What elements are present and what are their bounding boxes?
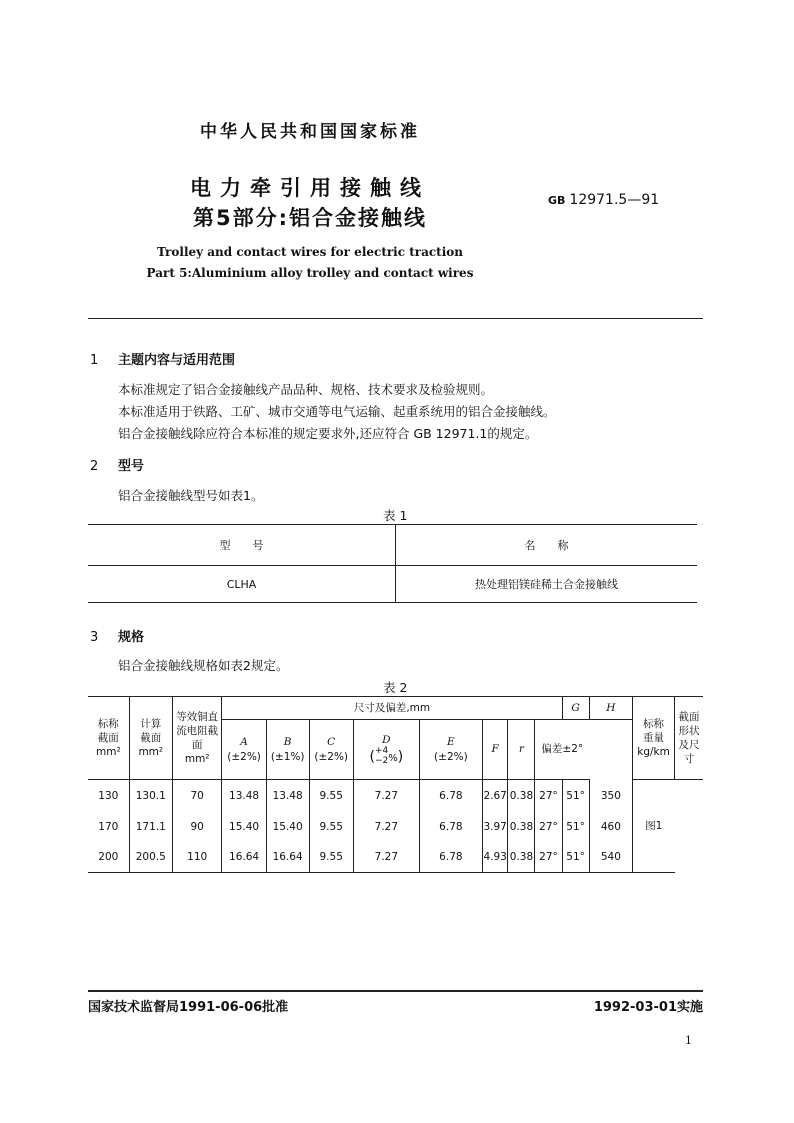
cell-shape-ref: 图1 — [633, 780, 675, 873]
cell-G: 27° — [535, 842, 562, 873]
cell-B: 15.40 — [266, 812, 309, 842]
shape-label: 截面形状及尺寸 — [678, 710, 700, 766]
approval-date: 国家技术监督局1991-06-06批准 — [88, 1000, 289, 1015]
section-2-para: 铝合金接触线型号如表1。 — [118, 488, 264, 503]
table-2-header-C — [309, 720, 353, 780]
cell-nominal: 170 — [88, 812, 129, 842]
nominal-label: 标称截面 — [97, 717, 119, 744]
cell-calc: 130.1 — [129, 780, 172, 813]
cell-H: 51° — [562, 780, 589, 813]
section-1-para-3: 铝合金接触线除应符合本标准的规定要求外,还应符合 GB 12971.1的规定。 — [118, 426, 538, 441]
gb-prefix: GB — [548, 194, 566, 207]
cell-F: 2.67 — [482, 780, 508, 813]
table-1-header-row — [88, 525, 697, 566]
title-cn-line2: 第5部分:铝合金接触线 — [192, 206, 427, 230]
gb-code — [548, 192, 659, 208]
title-en-line2: Part 5:Aluminium alloy trolley and contact wires — [146, 266, 474, 280]
cell-C: 9.55 — [309, 842, 353, 873]
section-2-heading — [90, 455, 144, 474]
table-2-header-angle-tol: 偏差±2° — [535, 720, 589, 780]
table-row — [88, 842, 703, 873]
equiv-unit: mm² — [184, 753, 210, 766]
section-3-number: 3 — [90, 630, 99, 645]
weight-label: 标称重量 — [643, 717, 665, 744]
weight-unit: kg/km — [637, 746, 670, 759]
section-1-heading — [90, 349, 235, 368]
cell-F: 4.93 — [482, 842, 508, 873]
E-label: E — [447, 736, 455, 749]
cell-A: 15.40 — [222, 812, 266, 842]
table-1 — [88, 524, 697, 603]
table-row — [88, 812, 703, 842]
A-tol: (±2%) — [227, 750, 261, 763]
table-2-header-H: H — [589, 697, 632, 720]
cell-weight: 540 — [589, 842, 632, 873]
D-label: D — [382, 733, 391, 746]
cell-r: 0.38 — [508, 842, 535, 873]
cell-equiv: 70 — [172, 780, 222, 813]
table-row — [88, 566, 697, 603]
table-2-header-D — [353, 720, 419, 780]
table-1-caption: 表 1 — [383, 508, 408, 523]
section-1-para-1: 本标准规定了铝合金接触线产品品种、规格、技术要求及检验规则。 — [118, 382, 494, 397]
table-row — [88, 780, 703, 813]
table-2-header-B — [266, 720, 309, 780]
table-2-header-r: r — [508, 720, 535, 780]
cell-r: 0.38 — [508, 780, 535, 813]
table-2 — [88, 696, 703, 873]
table-1-cell-name: 热处理铝镁硅稀土合金接触线 — [396, 566, 698, 603]
cell-D: 7.27 — [353, 842, 419, 873]
nominal-unit: mm² — [95, 746, 121, 759]
table-2-header-equiv — [172, 697, 222, 780]
cell-equiv: 90 — [172, 812, 222, 842]
B-tol: (±1%) — [270, 750, 305, 763]
cell-calc: 171.1 — [129, 812, 172, 842]
cell-C: 9.55 — [309, 780, 353, 813]
E-tol: (±2%) — [434, 750, 468, 763]
table-2-header-calc — [129, 697, 172, 780]
cell-F: 3.97 — [482, 812, 508, 842]
gb-number: 12971.5—91 — [569, 192, 660, 208]
header-divider — [88, 318, 703, 319]
section-3-title: 规格 — [118, 630, 145, 645]
A-label: A — [240, 736, 248, 749]
section-1-title: 主题内容与适用范围 — [118, 353, 236, 368]
calc-label: 计算截面 — [140, 717, 162, 744]
cell-B: 13.48 — [266, 780, 309, 813]
cell-E: 6.78 — [419, 812, 482, 842]
table-1-header-name: 名 称 — [396, 525, 698, 566]
cell-G: 27° — [535, 780, 562, 813]
cell-D: 7.27 — [353, 812, 419, 842]
cell-E: 6.78 — [419, 780, 482, 813]
table-1-cell-model: CLHA — [88, 566, 396, 603]
D-tolerance: (+4 −2%) — [369, 745, 404, 766]
cell-nominal: 130 — [88, 780, 129, 813]
C-label: C — [327, 736, 336, 749]
table-2-header-weight — [633, 697, 675, 780]
B-label: B — [283, 736, 292, 749]
cell-weight: 350 — [589, 780, 632, 813]
table-2-header-nominal — [88, 697, 129, 780]
D-tol-pct: % — [388, 752, 398, 764]
equiv-label: 等效铜直流电阻截面 — [176, 710, 219, 751]
section-1-para-2: 本标准适用于铁路、工矿、城市交通等电气运输、起重系统用的铝合金接触线。 — [118, 404, 556, 419]
implementation-date: 1992-03-01实施 — [593, 1000, 703, 1015]
section-2-title: 型号 — [118, 459, 145, 474]
section-2-number: 2 — [90, 459, 99, 474]
cell-E: 6.78 — [419, 842, 482, 873]
table-2-header-F: F — [482, 720, 508, 780]
table-2-header-dims: 尺寸及偏差,mm — [222, 697, 562, 720]
cell-H: 51° — [562, 812, 589, 842]
table-2-header-A — [222, 720, 266, 780]
cell-calc: 200.5 — [129, 842, 172, 873]
cell-D: 7.27 — [353, 780, 419, 813]
cell-equiv: 110 — [172, 842, 222, 873]
page-number: 1 — [685, 1034, 692, 1047]
D-tol-down: −2 — [374, 755, 389, 766]
section-3-heading — [90, 626, 144, 645]
D-tol-up: +4 — [374, 745, 389, 756]
section-1-number: 1 — [90, 353, 99, 368]
cell-A: 16.64 — [222, 842, 266, 873]
cell-H: 51° — [562, 842, 589, 873]
table-2-caption: 表 2 — [383, 680, 408, 695]
table-2-header-E — [419, 720, 482, 780]
national-standard-heading: 中华人民共和国国家标准 — [200, 122, 420, 142]
table-2-header-shape — [675, 697, 704, 780]
cell-B: 16.64 — [266, 842, 309, 873]
title-en-line1: Trolley and contact wires for electric traction — [157, 245, 463, 259]
cell-G: 27° — [535, 812, 562, 842]
table-2-header-row-1 — [88, 697, 703, 720]
C-tol: (±2%) — [314, 750, 349, 763]
calc-unit: mm² — [138, 746, 164, 759]
table-1-header-model: 型 号 — [88, 525, 396, 566]
section-3-para: 铝合金接触线规格如表2规定。 — [118, 658, 289, 673]
footer-divider — [88, 990, 703, 992]
cell-C: 9.55 — [309, 812, 353, 842]
cell-r: 0.38 — [508, 812, 535, 842]
cell-weight: 460 — [589, 812, 632, 842]
table-2-header-G: G — [562, 697, 589, 720]
title-cn-line1: 电力牵引用接触线 — [190, 176, 430, 200]
cell-nominal: 200 — [88, 842, 129, 873]
cell-A: 13.48 — [222, 780, 266, 813]
